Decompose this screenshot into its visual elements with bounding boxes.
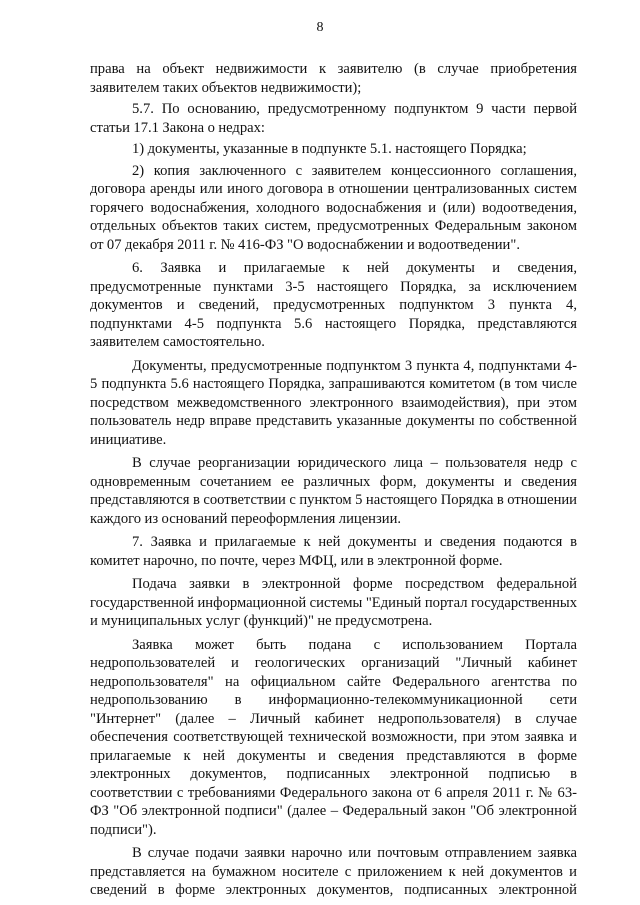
paragraph-subsoil-portal: Заявка может быть подана с использованием Портала недропользователей и геологических организаций "Личный кабинет недропользователя" на официальном сайте Федерального агентства по недропользованию в информационно-телекоммуникационной сети "Интернет" (далее – Личный кабинет недропользователя) в случае обеспечения соответствующей технической возможности, при этом заявка и прилагаемые к ней документы и сведения представляются в форме электронных документов, подписанных электронной подписью в соответствии с требованиями Федерального закона от 6 апреля 2011 г. № 63-ФЗ "Об электронной подписи" (далее – Федеральный закон "Об электронной подписи").: [90, 636, 577, 838]
paragraph-5-7-item-2: 2) копия заключенного с заявителем концессионного соглашения, договора аренды или иного договора в отношении централизованных систем горячего водоснабжения, холодного водоснабжения и (или) водоотведения, отдельных объектов таких систем, предусмотренных Федеральным законом от 07 декабря 2011 г. № 416-ФЗ "О водоснабжении и водоотведении".: [90, 162, 577, 253]
paragraph-paper-filing: В случае подачи заявки нарочно или почтовым отправлением заявка представляется на бумажном носителе с приложением к ней документов и сведений в форме электронных документов, подписанных электронной: [90, 845, 577, 898]
paragraph-electronic-filing: Подача заявки в электронной форме посредством федеральной государственной информационной системы "Единый портал государственных и муниципальных услуг (функций)" не предусмотрена.: [90, 576, 577, 629]
paragraph-rights-transfer: права на объект недвижимости к заявителю (в случае приобретения заявителем таких объектов недвижимости);: [90, 61, 577, 96]
paragraph-5-7: 5.7. По основанию, предусмотренному подпунктом 9 части первой статьи 17.1 Закона о недрах:: [90, 101, 577, 136]
paragraph-reorganization: В случае реорганизации юридического лица – пользователя недр с одновременным сочетанием ее различных форм, документы и сведения представляются в соответствии с пунктом 5 настоящего Порядка в отношении каждого из оснований переоформления лицензии.: [90, 455, 577, 527]
paragraph-6: 6. Заявка и прилагаемые к ней документы и сведения, предусмотренные пунктами 3-5 настоящего Порядка, за исключением документов и сведений, предусмотренных подпунктом 3 пункта 4, подпунктами 4-5 подпункта 5.6 настоящего Порядка, представляются заявителем самостоятельно.: [90, 260, 577, 350]
paragraph-5-7-item-1: 1) документы, указанные в подпункте 5.1. настоящего Порядка;: [132, 141, 527, 157]
document-body: [90, 60, 577, 900]
paragraph-documents-requested: Документы, предусмотренные подпунктом 3 пункта 4, подпунктами 4-5 подпункта 5.6 настоящего Порядка, запрашиваются комитетом (в том числе посредством межведомственного электронного взаимодействия), при этом пользователь недр вправе представить указанные документы по собственной инициативе.: [90, 357, 577, 448]
paragraph-7: 7. Заявка и прилагаемые к ней документы и сведения подаются в комитет нарочно, по почте, через МФЦ, или в электронной форме.: [90, 534, 577, 569]
page-number: 8: [316, 20, 324, 35]
